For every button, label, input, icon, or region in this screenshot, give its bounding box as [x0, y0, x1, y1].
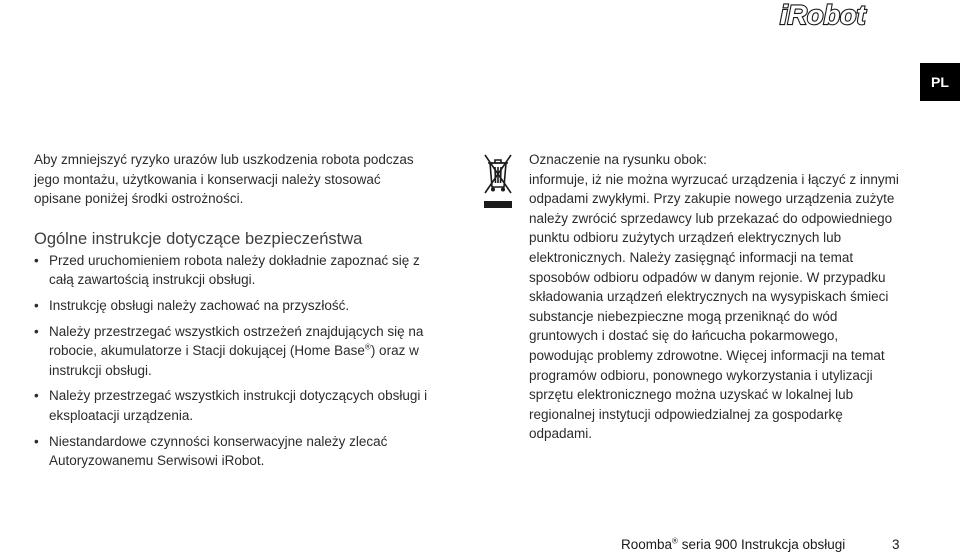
list-item: • Instrukcję obsługi należy zachować na przyszłość. [34, 296, 429, 316]
list-item: • Niestandardowe czynności konserwacyjne należy zlecać Autoryzowanemu Serwisowi iRobot. [34, 432, 429, 471]
footer-rest: seria 900 Instrukcja obsługi [677, 537, 846, 552]
page-number: 3 [892, 537, 900, 552]
intro-paragraph: Aby zmniejszyć ryzyko urazów lub uszkodzenia robota podczas jego montażu, użytkowania i konserwacji należy stosować opisane poniżej środki ostrożności. [34, 152, 414, 207]
list-item [34, 322, 429, 381]
registered-mark: ® [364, 342, 371, 352]
list-item: • Należy przestrzegać wszystkich instrukcji dotyczących obsługi i eksploatacji urządzenia. [34, 386, 429, 425]
section-title: Ogólne instrukcje dotyczące bezpieczeństwa [34, 229, 363, 248]
safety-list [34, 251, 429, 471]
disposal-title: Oznaczenie na rysunku obok: [529, 152, 707, 167]
irobot-logo [778, 0, 900, 28]
list-item: • Przed uruchomieniem robota należy dokładnie zapoznać się z całą zawartością instrukcji obsługi. [34, 251, 429, 290]
footer-brand: Roomba [621, 537, 673, 552]
list-item-text-tail: ) oraz w instrukcji obsługi. [49, 343, 419, 378]
disposal-column [529, 150, 899, 444]
registered-mark: ® [672, 536, 678, 546]
disposal-text: informuje, iż nie można wyrzucać urządzenia i łączyć z innymi odpadami zwykłymi. Przy zakupie nowego urządzenia zużyte należy zwrócić sprzedawcy lub przekazać do odpowiedniego punktu odbioru zużytych urządzeń elektrycznych lub elektronicznych. Należy zasięgnąć informacji na temat sposobów odbioru odpadów w danym rejonie. W przypadku składowania urządzeń elektrycznych na wysypiskach śmieci substancje niebezpieczne mogą przeniknąć do wód gruntowych i dostać się do łańcucha pokarmowego, powodując problemy zdrowotne. Więcej informacji na temat programów odbioru, ponownego wykorzystania i utylizacji sprzętu elektronicznego można uzyskać w lokalnej lub regionalnej instytucji odpowiedzialnej za gospodarkę odpadami. [529, 171, 899, 442]
language-tab: PL [920, 63, 960, 101]
crossed-bin-icon [482, 152, 514, 210]
list-item-text: Należy przestrzegać wszystkich ostrzeżeń znajdujących się na robocie, akumulatorze i Stacji dokującej (Home Base [49, 323, 424, 359]
footer-title [621, 537, 845, 552]
safety-column [34, 150, 429, 477]
logo-text: iRobot [780, 0, 866, 28]
